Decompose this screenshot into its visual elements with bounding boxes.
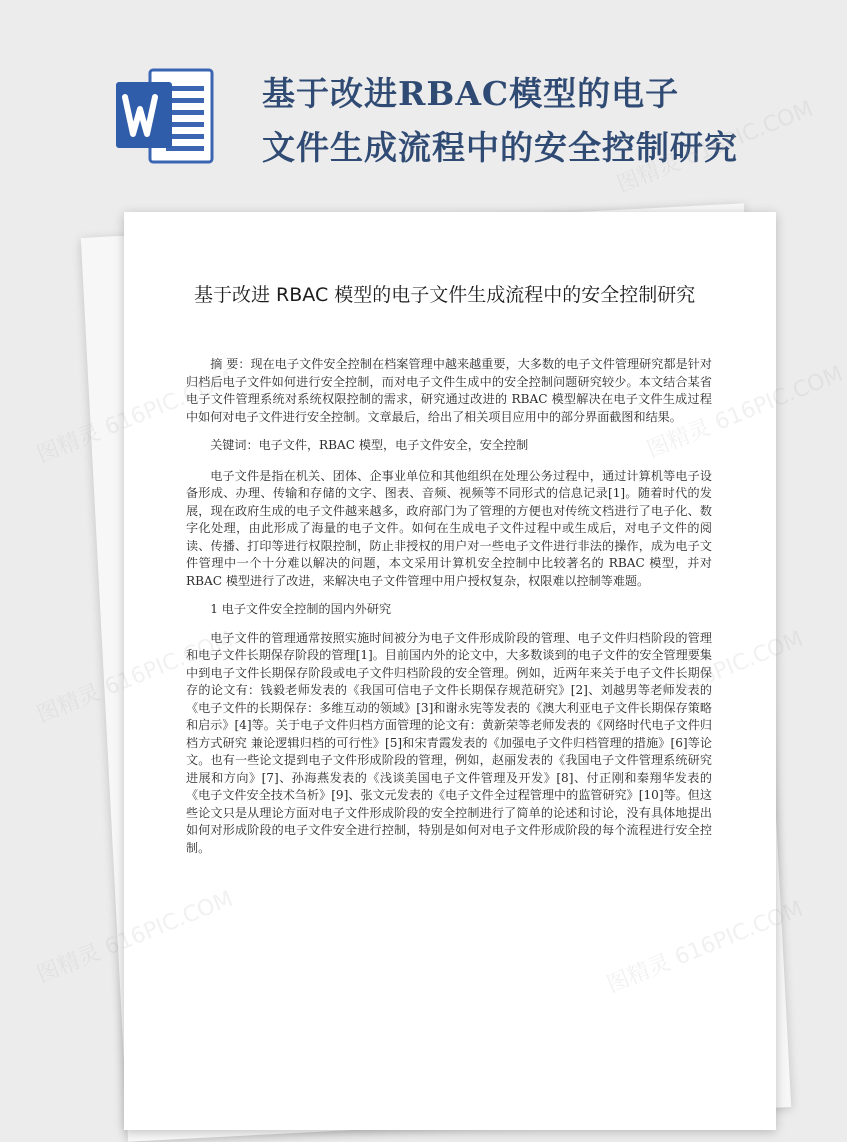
word-document-icon xyxy=(112,64,217,169)
document-page xyxy=(124,212,776,1130)
abstract-paragraph: 摘 要：现在电子文件安全控制在档案管理中越来越重要，大多数的电子文件管理研究都是针对归档后电子文件如何进行安全控制，而对电子文件生成中的安全控制问题研究较少。本文结合某省电子文件管理系统对系统权限控制的需求，研究通过改进的 RBAC 模型解决在电子文件生成过程中如何对电子文件进行安全控制。文章最后，给出了相关项目应用中的部分界面截图和结果。 xyxy=(186,357,712,424)
watermark: 图精灵 xyxy=(33,680,105,729)
banner-title-line-2: 文件生成流程中的安全控制研究 xyxy=(262,128,738,167)
banner-title-line-1: 基于改进RBAC模型的电子 xyxy=(262,74,680,113)
body-paragraph-1: 电子文件是指在机关、团体、企事业单位和其他组织在处理公务过程中，通过计算机等电子设备形成、办理、传输和存储的文字、图表、音频、视频等不同形式的信息记录[1]。随着时代的发展，现在政府生成的电子文件越来越多，政府部门为了管理的方便也对传统文档进行了电子化、数字化处理，由此形成了海量的电子文件。如何在生成电子文件过程中或生成后，对电子文件的阅读、传播、打印等进行权限控制，防止非授权的用户对一些电子文件进行非法的操作，成为电子文件管理中一个十分难以解决的问题，本文采用计算机安全控制中比较著名的 RBAC 模型，并对 RBAC 模型进行了改进，来解决电子文件管理中用户授权复杂，权限难以控制等难题。 xyxy=(186,468,712,588)
document-body xyxy=(186,356,712,868)
watermark: 616PIC.COM xyxy=(711,361,847,436)
section-heading: 1 电子文件安全控制的国内外研究 xyxy=(210,602,392,616)
keywords-line: 关键词：电子文件，RBAC 模型，电子文件安全，安全控制 xyxy=(210,438,529,452)
watermark: 图精灵 xyxy=(33,940,105,989)
document-title: 基于改进 RBAC 模型的电子文件生成流程中的安全控制研究 xyxy=(194,284,696,306)
watermark: 图精灵 xyxy=(33,420,105,469)
body-paragraph-2: 电子文件的管理通常按照实施时间被分为电子文件形成阶段的管理、电子文件归档阶段的管理和电子文件长期保存阶段的管理[1]。目前国内外的论文中，大多数谈到的电子文件的安全管理要集中到电子文件长期保存阶段或电子文件归档阶段的安全管理。例如，近两年来关于电子文件长期保存的论文有：钱毅老师发表的《我国可信电子文件长期保存规范研究》[2]、刘越男等老师发表的《电子文件的长期保存：多维互动的领域》[3]和谢永宪等发表的《澳大利亚电子文件长期保存策略和启示》[4]等。关于电子文件归档方面管理的论文有：黄新荣等老师发表的《网络时代电子文件归档方式研究 兼论逻辑归档的可行性》[5]和宋青霞发表的《加强电子文件归档管理的措施》[6]等论文。也有一些论文提到电子文件形成阶段的管理，例如，赵丽发表的《我国电子文件管理系统研究进展和方向》[7]、孙海燕发表的《浅谈美国电子文件管理及开发》[8]、付正刚和秦翔华发表的《电子文件安全技术刍析》[9]、张文元发表的《电子文件全过程管理中的监管研究》[10]等。但这些论文只是从理论方面对电子文件形成阶段的安全控制进行了简单的论述和讨论，没有具体地提出如何对形成阶段的电子文件安全进行控制，特别是如何对电子文件形成阶段的每个流程进行安全控制。 xyxy=(186,630,712,855)
header-banner xyxy=(0,0,800,200)
watermark: 图精灵 616PIC.COM xyxy=(613,96,817,199)
